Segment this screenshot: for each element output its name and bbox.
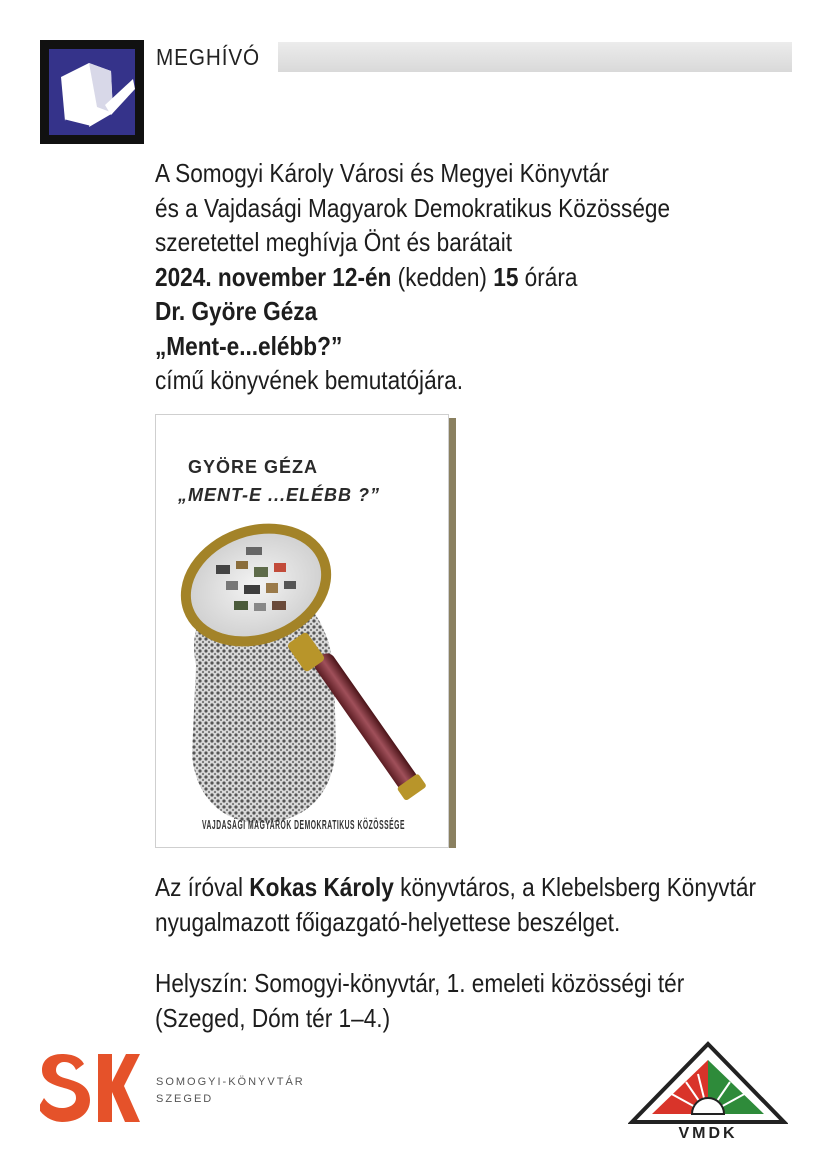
sk-logo-icon xyxy=(40,1050,140,1126)
event-hour: 15 xyxy=(493,261,519,292)
invitation-text xyxy=(155,156,795,398)
sk-caption xyxy=(156,1074,305,1108)
event-day: (kedden) xyxy=(391,261,494,292)
venue-text xyxy=(155,966,805,1035)
venue-line: (Szeged, Dóm tér 1–4.) xyxy=(155,1002,391,1033)
venue-line: Helyszín: Somogyi-könyvtár, 1. emeleti közösségi tér xyxy=(155,968,685,998)
speaker-name: Kokas Károly xyxy=(249,872,394,902)
sk-caption-line: SZEGED xyxy=(156,1093,214,1105)
speaker-line: nyugalmazott főigazgató-helyettese beszélget. xyxy=(155,906,621,937)
header-label: MEGHÍVÓ xyxy=(156,44,261,70)
event-hour-suffix: órára xyxy=(518,261,578,292)
book-cover xyxy=(155,414,449,848)
book-title: „Ment-e...elébb?” xyxy=(155,330,343,361)
event-date: 2024. november 12-én xyxy=(155,261,392,292)
speaker-text xyxy=(155,870,805,939)
invitation-line: és a Vajdasági Magyarok Demokratikus Közössége xyxy=(155,192,671,223)
header-rule xyxy=(278,42,792,72)
vmdk-logo-icon xyxy=(628,1040,788,1140)
magnifier-fingerprint-illustration xyxy=(156,415,448,847)
invitation-line: A Somogyi Károly Városi és Megyei Könyvtár xyxy=(155,158,609,188)
cover-publisher: VAJDASÁGI MAGYAROK DEMOKRATIKUS KÖZÖSSÉGE xyxy=(202,817,405,832)
cover-title: „MENT-E ...ELÉBB ?” xyxy=(178,485,381,505)
vmdk-logo-text: VMDK xyxy=(678,1125,738,1140)
meghivo-logo-icon xyxy=(40,40,144,144)
speaker-prefix: Az íróval xyxy=(155,872,250,902)
speaker-suffix: könyvtáros, a Klebelsberg Könyvtár xyxy=(393,872,756,902)
sk-caption-line: SOMOGYI-KÖNYVTÁR xyxy=(156,1076,305,1088)
event-date-line xyxy=(155,260,712,295)
invitation-line: szeretettel meghívja Önt és barátait xyxy=(155,227,513,257)
invitation-line: című könyvének bemutatójára. xyxy=(155,365,464,395)
author-name: Dr. Györe Géza xyxy=(155,296,318,326)
cover-author: GYÖRE GÉZA xyxy=(188,457,319,477)
